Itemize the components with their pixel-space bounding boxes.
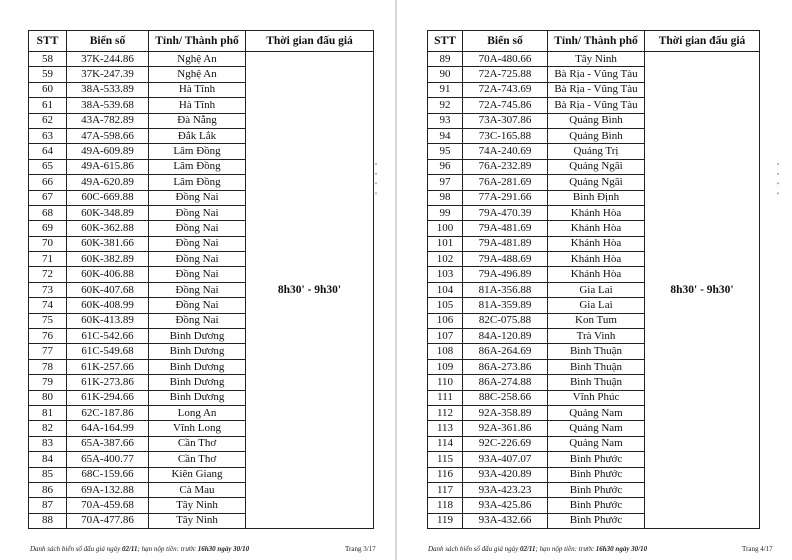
row-stt: 118 [428,498,463,513]
row-stt: 59 [29,67,67,82]
row-stt: 109 [428,359,463,374]
row-stt: 97 [428,175,463,190]
row-province: Bình Dương [149,390,246,405]
row-stt: 78 [29,359,67,374]
row-province: Đồng Nai [149,236,246,251]
plate-table-left [28,30,374,529]
row-stt: 102 [428,252,463,267]
row-province: Kiên Giang [149,467,246,482]
table-row [428,52,760,67]
row-plate-number: 60K-382.89 [67,252,149,267]
header-stt: STT [428,31,463,52]
row-plate-number: 69A-132.88 [67,482,149,497]
row-plate-number: 70A-477.86 [67,513,149,528]
row-province: Bình Phước [548,482,645,497]
row-stt: 113 [428,421,463,436]
row-plate-number: 61K-294.66 [67,390,149,405]
row-plate-number: 74A-240.69 [463,144,548,159]
row-province: Đà Nẵng [149,113,246,128]
row-stt: 117 [428,482,463,497]
row-plate-number: 64A-164.99 [67,421,149,436]
row-province: Cần Thơ [149,436,246,451]
row-stt: 107 [428,329,463,344]
row-plate-number: 60K-407.68 [67,282,149,297]
row-plate-number: 65A-387.66 [67,436,149,451]
row-plate-number: 61C-549.68 [67,344,149,359]
row-stt: 62 [29,113,67,128]
row-plate-number: 92A-361.86 [463,421,548,436]
row-province: Gia Lai [548,298,645,313]
row-plate-number: 60K-406.88 [67,267,149,282]
row-plate-number: 68C-159.66 [67,467,149,482]
footer-note-left: Danh sách biển số đấu giá ngày 02/11; hạn nộp tiền: trước 16h30 ngày 30/10 [30,545,250,553]
row-province: Khánh Hòa [548,221,645,236]
row-province: Đồng Nai [149,313,246,328]
row-stt: 73 [29,282,67,297]
row-plate-number: 93A-407.07 [463,452,548,467]
row-province: Tây Ninh [149,498,246,513]
auction-time-cell: 8h30' - 9h30' [246,52,374,529]
row-plate-number: 76A-232.89 [463,159,548,174]
row-plate-number: 81A-356.88 [463,282,548,297]
row-province: Bình Định [548,190,645,205]
row-stt: 105 [428,298,463,313]
row-province: Tây Ninh [149,513,246,528]
row-stt: 106 [428,313,463,328]
row-plate-number: 60K-381.66 [67,236,149,251]
row-province: Đắk Lắk [149,128,246,143]
row-province: Bà Rịa - Vũng Tàu [548,82,645,97]
row-stt: 94 [428,128,463,143]
header-auction-time: Thời gian đấu giá [645,31,760,52]
row-stt: 77 [29,344,67,359]
row-plate-number: 88C-258.66 [463,390,548,405]
row-province: Nghệ An [149,52,246,67]
row-stt: 119 [428,513,463,528]
page-number-left: Trang 3/17 [345,545,376,553]
row-province: Cần Thơ [149,452,246,467]
row-plate-number: 79A-470.39 [463,205,548,220]
row-plate-number: 73A-307.86 [463,113,548,128]
row-province: Đồng Nai [149,282,246,297]
row-stt: 65 [29,159,67,174]
row-stt: 74 [29,298,67,313]
row-plate-number: 84A-120.89 [463,329,548,344]
row-plate-number: 60K-348.89 [67,205,149,220]
row-stt: 98 [428,190,463,205]
row-stt: 80 [29,390,67,405]
row-province: Khánh Hòa [548,205,645,220]
row-province: Quảng Trị [548,144,645,159]
row-stt: 104 [428,282,463,297]
row-province: Hà Tĩnh [149,82,246,97]
row-province: Trà Vinh [548,329,645,344]
row-stt: 111 [428,390,463,405]
table-body-left [29,52,374,529]
row-stt: 70 [29,236,67,251]
header-plate: Biển số [463,31,548,52]
page-number-right: Trang 4/17 [742,545,773,553]
row-province: Vĩnh Long [149,421,246,436]
row-stt: 91 [428,82,463,97]
header-province: Tỉnh/ Thành phố [548,31,645,52]
row-province: Kon Tum [548,313,645,328]
row-province: Khánh Hòa [548,252,645,267]
auction-time-cell: 8h30' - 9h30' [645,52,760,529]
row-stt: 68 [29,205,67,220]
row-plate-number: 79A-481.69 [463,221,548,236]
row-province: Cà Mau [149,482,246,497]
row-stt: 75 [29,313,67,328]
row-province: Đồng Nai [149,205,246,220]
row-province: Đồng Nai [149,267,246,282]
row-plate-number: 93A-420.89 [463,467,548,482]
row-stt: 110 [428,375,463,390]
row-plate-number: 93A-432.66 [463,513,548,528]
row-plate-number: 72A-743.69 [463,82,548,97]
row-stt: 84 [29,452,67,467]
row-stt: 95 [428,144,463,159]
row-province: Bà Rịa - Vũng Tàu [548,98,645,113]
row-plate-number: 37K-247.39 [67,67,149,82]
header-auction-time: Thời gian đấu giá [246,31,374,52]
row-stt: 89 [428,52,463,67]
row-stt: 69 [29,221,67,236]
row-plate-number: 43A-782.89 [67,113,149,128]
row-stt: 100 [428,221,463,236]
row-stt: 58 [29,52,67,67]
row-province: Đồng Nai [149,221,246,236]
row-stt: 96 [428,159,463,174]
row-stt: 101 [428,236,463,251]
row-stt: 72 [29,267,67,282]
row-province: Long An [149,405,246,420]
row-province: Bình Dương [149,375,246,390]
row-province: Bình Thuận [548,344,645,359]
header-stt: STT [29,31,67,52]
row-plate-number: 76A-281.69 [463,175,548,190]
row-plate-number: 92C-226.69 [463,436,548,451]
table-body-right [428,52,760,529]
row-stt: 99 [428,205,463,220]
row-plate-number: 86A-273.86 [463,359,548,374]
row-province: Lâm Đồng [149,175,246,190]
row-stt: 103 [428,267,463,282]
row-stt: 79 [29,375,67,390]
row-province: Quảng Nam [548,421,645,436]
row-province: Bình Phước [548,452,645,467]
row-stt: 87 [29,498,67,513]
row-province: Bình Dương [149,329,246,344]
row-plate-number: 60K-408.99 [67,298,149,313]
row-plate-number: 93A-423.23 [463,482,548,497]
row-province: Lâm Đồng [149,159,246,174]
row-stt: 83 [29,436,67,451]
row-province: Khánh Hòa [548,267,645,282]
header-plate: Biển số [67,31,149,52]
row-plate-number: 86A-274.88 [463,375,548,390]
row-province: Tây Ninh [548,52,645,67]
row-province: Quảng Ngãi [548,159,645,174]
row-province: Vĩnh Phúc [548,390,645,405]
row-plate-number: 79A-496.89 [463,267,548,282]
row-stt: 93 [428,113,463,128]
row-province: Khánh Hòa [548,236,645,251]
row-stt: 71 [29,252,67,267]
row-plate-number: 61C-542.66 [67,329,149,344]
row-stt: 60 [29,82,67,97]
row-plate-number: 62C-187.86 [67,405,149,420]
row-plate-number: 82C-075.88 [463,313,548,328]
row-province: Đồng Nai [149,298,246,313]
row-plate-number: 79A-488.69 [463,252,548,267]
row-plate-number: 65A-400.77 [67,452,149,467]
row-plate-number: 38A-533.89 [67,82,149,97]
row-province: Bình Phước [548,513,645,528]
row-province: Bà Rịa - Vũng Tàu [548,67,645,82]
row-plate-number: 60K-413.89 [67,313,149,328]
row-stt: 64 [29,144,67,159]
row-province: Quảng Ngãi [548,175,645,190]
row-province: Bình Dương [149,344,246,359]
row-stt: 85 [29,467,67,482]
row-province: Gia Lai [548,282,645,297]
row-stt: 67 [29,190,67,205]
row-plate-number: 73C-165.88 [463,128,548,143]
row-plate-number: 77A-291.66 [463,190,548,205]
row-plate-number: 37K-244.86 [67,52,149,67]
row-stt: 114 [428,436,463,451]
row-province: Lâm Đồng [149,144,246,159]
row-province: Quảng Nam [548,405,645,420]
row-plate-number: 93A-425.86 [463,498,548,513]
table-row [29,52,374,67]
row-province: Bình Dương [149,359,246,374]
row-province: Quảng Bình [548,128,645,143]
row-stt: 61 [29,98,67,113]
row-stt: 81 [29,405,67,420]
row-plate-number: 81A-359.89 [463,298,548,313]
row-province: Nghệ An [149,67,246,82]
row-plate-number: 86A-264.69 [463,344,548,359]
margin-stamp-mark: ▪ ▪ ▪ ▪ [372,160,380,198]
row-province: Quảng Nam [548,436,645,451]
row-plate-number: 61K-257.66 [67,359,149,374]
row-province: Bình Thuận [548,375,645,390]
row-plate-number: 47A-598.66 [67,128,149,143]
row-plate-number: 79A-481.89 [463,236,548,251]
plate-table-right [427,30,760,529]
row-plate-number: 49A-609.89 [67,144,149,159]
row-province: Quảng Bình [548,113,645,128]
row-stt: 88 [29,513,67,528]
table-header-row [428,31,760,52]
row-plate-number: 70A-459.68 [67,498,149,513]
margin-stamp-mark: ▪ ▪ ▪ ▪ [774,160,782,198]
row-stt: 86 [29,482,67,497]
row-stt: 90 [428,67,463,82]
row-stt: 112 [428,405,463,420]
row-plate-number: 49A-620.89 [67,175,149,190]
row-stt: 92 [428,98,463,113]
row-plate-number: 61K-273.86 [67,375,149,390]
row-stt: 108 [428,344,463,359]
row-province: Bình Phước [548,498,645,513]
row-plate-number: 60K-362.88 [67,221,149,236]
table-header-row [29,31,374,52]
row-stt: 63 [29,128,67,143]
row-province: Đồng Nai [149,190,246,205]
row-province: Bình Phước [548,467,645,482]
row-plate-number: 60C-669.88 [67,190,149,205]
row-stt: 116 [428,467,463,482]
row-plate-number: 92A-358.89 [463,405,548,420]
row-stt: 115 [428,452,463,467]
row-stt: 66 [29,175,67,190]
row-province: Bình Thuận [548,359,645,374]
header-province: Tỉnh/ Thành phố [149,31,246,52]
row-province: Đồng Nai [149,252,246,267]
row-stt: 82 [29,421,67,436]
row-plate-number: 70A-480.66 [463,52,548,67]
footer-note-right: Danh sách biển số đấu giá ngày 02/11; hạn nộp tiền: trước 16h30 ngày 30/10 [428,545,648,553]
row-province: Hà Tĩnh [149,98,246,113]
row-plate-number: 72A-725.88 [463,67,548,82]
row-stt: 76 [29,329,67,344]
row-plate-number: 38A-539.68 [67,98,149,113]
row-plate-number: 72A-745.86 [463,98,548,113]
row-plate-number: 49A-615.86 [67,159,149,174]
